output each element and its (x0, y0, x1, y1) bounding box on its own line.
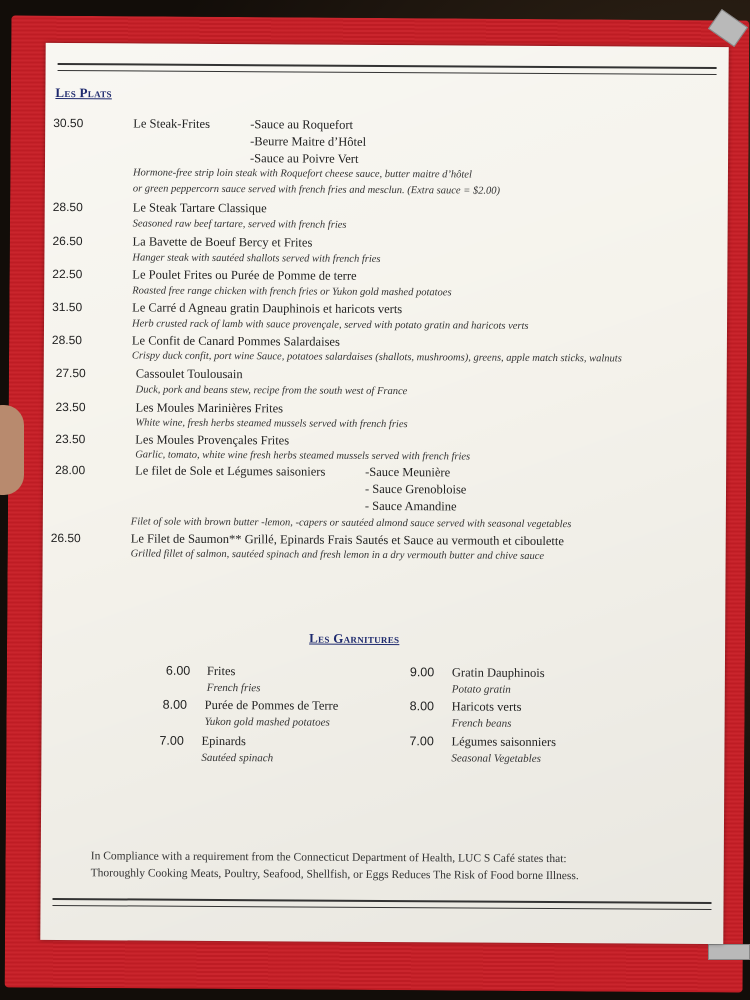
side-description: Potato gratin (451, 683, 511, 696)
bottom-divider (52, 898, 711, 910)
dish-price: 23.50 (55, 399, 86, 415)
dish-description: White wine, fresh herbs steamed mussels served with french fries (135, 417, 408, 431)
side-price: 8.00 (162, 697, 188, 712)
dish-price: 23.50 (55, 431, 86, 447)
dish-price: 31.50 (52, 299, 83, 315)
dish-name: Le Steak-Frites (133, 116, 211, 131)
health-notice-line: In Compliance with a requirement from the Connecticut Department of Health, LUC S Café states that: (90, 850, 567, 866)
dish-description: Crispy duck confit, port wine Sauce, potatoes salardaises (shallots, mushrooms), greens, apple match sticks, walnuts (131, 350, 622, 365)
sauce-option: -Sauce au Roquefort (250, 117, 354, 132)
sauce-option: -Beurre Maitre d’Hôtel (250, 134, 367, 149)
dish-name: Les Moules Marinières Frites (135, 400, 284, 416)
side-price: 6.00 (165, 663, 191, 678)
section-title-garnitures: Les Garnitures (309, 630, 400, 647)
dish-name: Le Poulet Frites ou Purée de Pomme de terre (132, 267, 357, 283)
dish-name: Le Confit de Canard Pommes Salardaises (131, 333, 340, 349)
dish-name: Les Moules Provençales Frites (135, 432, 290, 448)
dish-description: Seasoned raw beef tartare, served with french fries (132, 218, 347, 231)
sauce-option: -Sauce au Poivre Vert (250, 151, 359, 166)
side-name: Frites (206, 663, 236, 679)
dish-price: 28.00 (55, 462, 86, 478)
dish-description: or green peppercorn sauce served with french fries and mesclun. (Extra sauce = $2.00) (132, 183, 501, 197)
side-description: French fries (206, 681, 261, 695)
dish-name: Cassoulet Toulousain (135, 366, 243, 382)
dish-name: Le Carré d Agneau gratin Dauphinois et haricots verts (132, 300, 403, 317)
side-description: French beans (451, 717, 512, 730)
metal-corner-bottom-right (708, 944, 750, 960)
dish-description: Garlic, tomato, white wine fresh herbs steamed mussels served with french fries (135, 449, 471, 463)
dish-description: Grilled fillet of salmon, sautéed spinach and fresh lemon in a dry vermouth butter and chive sauce (130, 548, 545, 562)
side-name: Légumes saisonniers (451, 734, 557, 750)
sauce-option: -Sauce Meunière (365, 464, 451, 480)
dish-price: 26.50 (52, 233, 83, 249)
dish-price: 26.50 (50, 530, 81, 546)
side-description: Seasonal Vegetables (451, 752, 541, 765)
sauce-option: - Sauce Amandine (364, 498, 457, 514)
dish-price: 28.50 (52, 199, 83, 215)
dish-description: Hanger steak with sautéed shallots served with french fries (132, 252, 381, 265)
dish-description: Roasted free range chicken with french fries or Yukon gold mashed potatoes (132, 285, 452, 299)
section-title-plats: Les Plats (55, 84, 112, 101)
side-description: Yukon gold mashed potatoes (204, 715, 330, 729)
dish-price: 28.50 (51, 332, 83, 348)
holding-thumb (0, 405, 24, 495)
dish-description: Hormone-free strip loin steak with Roquefort cheese sauce, butter maitre d’hôtel (132, 167, 472, 181)
dish-description: Herb crusted rack of lamb with sauce provençale, served with potato gratin and haricots verts (131, 318, 529, 332)
health-notice (91, 848, 579, 885)
side-name: Gratin Dauphinois (451, 665, 545, 680)
side-price: 9.00 (409, 665, 435, 680)
side-price: 8.00 (409, 699, 435, 714)
side-price: 7.00 (159, 733, 184, 748)
dish-name: Le Steak Tartare Classique (132, 200, 267, 216)
menu-page (40, 43, 728, 944)
side-description: Sautéed spinach (201, 751, 274, 765)
health-notice-line: Thoroughly Cooking Meats, Poultry, Seafood, Shellfish, or Eggs Reduces The Risk of Food borne Illness. (90, 867, 579, 883)
side-price: 7.00 (409, 734, 434, 749)
dish-price: 27.50 (55, 365, 86, 381)
dish-price: 22.50 (52, 266, 83, 282)
dish-price: 30.50 (53, 115, 84, 131)
top-divider (58, 63, 717, 75)
dish-name: Le filet de Sole et Légumes saisoniers (135, 463, 326, 479)
dish-description: Filet of sole with brown butter -lemon, -capers or sautéed almond sauce served with seasonal vegetables (130, 516, 572, 531)
dish-name: Le Filet de Saumon** Grillé, Epinards Frais Sautés et Sauce au vermouth et ciboulette (130, 531, 564, 549)
sauce-option: - Sauce Grenobloise (364, 481, 467, 497)
side-name: Epinards (201, 733, 246, 749)
side-name: Haricots verts (451, 699, 522, 714)
dish-name: La Bavette de Boeuf Bercy et Frites (132, 234, 313, 250)
dish-description: Duck, pork and beans stew, recipe from the south west of France (135, 384, 408, 398)
side-name: Purée de Pommes de Terre (204, 697, 339, 713)
